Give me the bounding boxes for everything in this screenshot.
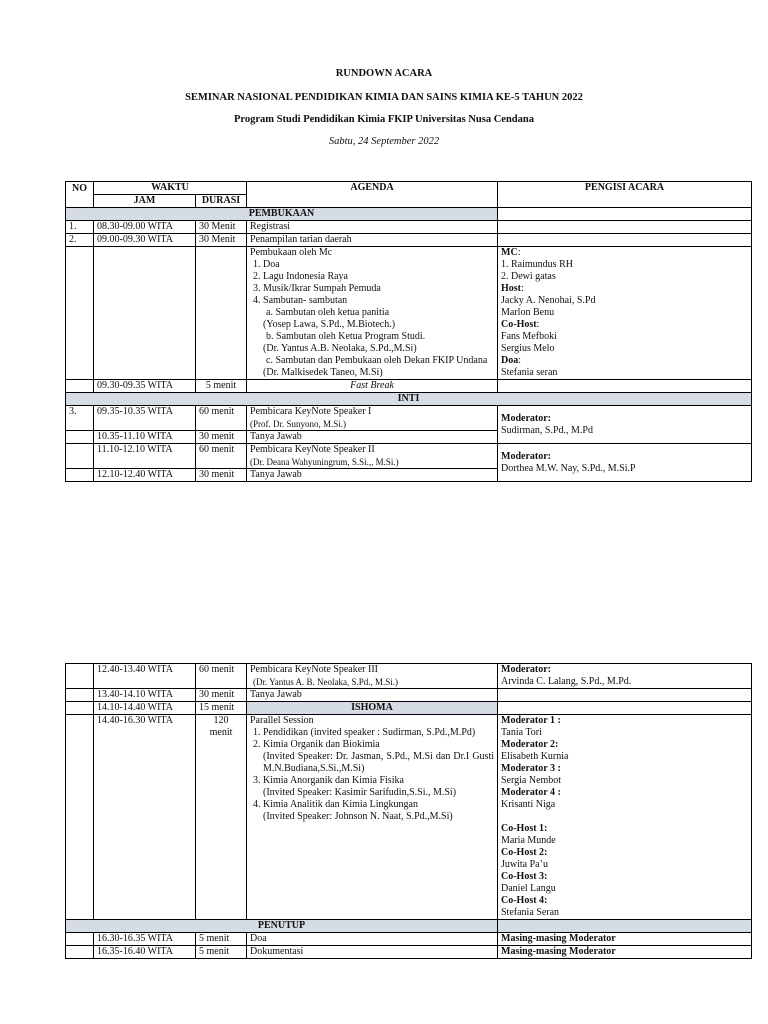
table-row bbox=[66, 380, 752, 393]
doa-name: Stefania seran bbox=[501, 367, 558, 378]
row-pengisi bbox=[498, 702, 752, 715]
cohost-label: Co-Host 3: bbox=[501, 871, 548, 882]
moderator-name: Dorthea M.W. Nay, S.Pd., M.Si.P bbox=[501, 462, 636, 474]
moderator-name: Sudirman, S.Pd., M.Pd bbox=[501, 424, 593, 436]
row-pengisi bbox=[498, 689, 752, 702]
host-name: Jacky A. Nenohai, S.Pd bbox=[501, 295, 596, 306]
row-agenda bbox=[247, 406, 498, 431]
moderator-name: Sergia Nembot bbox=[501, 775, 562, 786]
row-durasi bbox=[196, 247, 247, 380]
moderator-label: Moderator: bbox=[501, 664, 551, 675]
row-jam: 08.30-09.00 WITA bbox=[94, 221, 196, 234]
row-durasi: 60 menit bbox=[196, 406, 247, 431]
table-row bbox=[66, 444, 752, 469]
table-row bbox=[66, 406, 752, 431]
spacer bbox=[501, 811, 748, 823]
event-date: Sabtu, 24 September 2022 bbox=[328, 136, 440, 147]
moderator-label: Moderator 1 : bbox=[501, 715, 561, 726]
agenda-title: Parallel Session bbox=[250, 715, 314, 726]
row-agenda: Tanya Jawab bbox=[247, 469, 498, 482]
row-no bbox=[66, 247, 94, 380]
mc-name: 1. Raimundus RH bbox=[501, 259, 573, 270]
moderator-name: Krisanti Niga bbox=[501, 799, 556, 810]
list-item bbox=[263, 739, 494, 775]
moderator-label: Moderator: bbox=[501, 450, 551, 462]
session-title: 2. Kimia Organik dan Biokimia bbox=[263, 739, 380, 750]
agenda-title: Pembicara KeyNote Speaker I bbox=[250, 406, 372, 417]
section-row bbox=[66, 208, 752, 221]
row-no bbox=[66, 380, 94, 393]
col-no: NO bbox=[66, 182, 94, 208]
row-no bbox=[66, 469, 94, 482]
cohost-name: Daniel Langu bbox=[501, 883, 556, 894]
row-durasi: 5 menit bbox=[196, 946, 247, 959]
row-pengisi bbox=[498, 234, 752, 247]
row-agenda: Tanya Jawab bbox=[247, 689, 498, 702]
rundown-table-page-1 bbox=[65, 181, 752, 482]
row-no bbox=[66, 946, 94, 959]
agenda-title: Pembukaan oleh Mc bbox=[250, 247, 333, 258]
doc-title: RUNDOWN ACARA bbox=[335, 68, 433, 79]
row-no bbox=[66, 431, 94, 444]
row-jam: 09.35-10.35 WITA bbox=[94, 406, 196, 431]
table-row bbox=[66, 221, 752, 234]
col-agenda: AGENDA bbox=[247, 182, 498, 208]
row-no bbox=[66, 444, 94, 469]
row-jam bbox=[94, 247, 196, 380]
row-pengisi bbox=[498, 380, 752, 393]
row-jam: 16.30-16.35 WITA bbox=[94, 933, 196, 946]
cohost-name: Sergius Melo bbox=[501, 343, 555, 354]
list-item: 1. Doa bbox=[263, 259, 494, 271]
agenda-speaker: (Dr. Yantus A. B. Neolaka, S.Pd., M.Si.) bbox=[253, 677, 399, 687]
row-no bbox=[66, 702, 94, 715]
row-agenda bbox=[247, 444, 498, 469]
row-agenda: Tanya Jawab bbox=[247, 431, 498, 444]
row-jam: 12.10-12.40 WITA bbox=[94, 469, 196, 482]
row-pengisi bbox=[498, 664, 752, 689]
row-pengisi bbox=[498, 247, 752, 380]
moderator-name: Arvinda C. Lalang, S.Pd., M.Pd. bbox=[501, 676, 632, 687]
section-inti: INTI bbox=[66, 393, 752, 406]
list-item bbox=[263, 775, 494, 799]
moderator-label: Moderator 2: bbox=[501, 739, 559, 750]
table-row bbox=[66, 689, 752, 702]
durasi-value: 120 bbox=[213, 715, 229, 726]
row-agenda bbox=[247, 247, 498, 380]
row-durasi: 5 menit bbox=[196, 933, 247, 946]
row-durasi: 30 Menit bbox=[196, 221, 247, 234]
row-pengisi bbox=[498, 444, 752, 482]
moderator-name: Tania Tori bbox=[501, 727, 542, 738]
row-agenda: Fast Break bbox=[247, 380, 498, 393]
rundown-table-page-2 bbox=[65, 663, 752, 959]
session-title: 4. Kimia Analitik dan Kimia Lingkungan bbox=[263, 799, 418, 810]
host-name: Marlon Benu bbox=[501, 307, 555, 318]
row-jam: 12.40-13.40 WITA bbox=[94, 664, 196, 689]
event-title: SEMINAR NASIONAL PENDIDIKAN KIMIA DAN SAINS KIMIA KE-5 TAHUN 2022 bbox=[185, 92, 583, 103]
list-item bbox=[263, 727, 494, 739]
durasi-unit: menit bbox=[209, 727, 233, 738]
row-durasi: 5 menit bbox=[196, 380, 247, 393]
agenda-speaker: (Prof. Dr. Sunyono, M.Si.) bbox=[250, 419, 347, 429]
row-jam: 09.30-09.35 WITA bbox=[94, 380, 196, 393]
list-item: 3. Musik/Ikrar Sumpah Pemuda bbox=[263, 283, 494, 295]
row-jam: 09.00-09.30 WITA bbox=[94, 234, 196, 247]
row-no bbox=[66, 664, 94, 689]
sub-item: a. Sambutan oleh ketua panitia bbox=[266, 307, 390, 318]
row-agenda: Registrasi bbox=[247, 221, 498, 234]
mc-name: 2. Dewi gatas bbox=[501, 271, 556, 282]
session-speaker: (Invited Speaker: Johnson N. Naat, S.Pd.,M.Si) bbox=[263, 811, 453, 822]
section-empty-cell bbox=[498, 208, 752, 221]
table-row bbox=[66, 234, 752, 247]
row-durasi bbox=[196, 715, 247, 920]
section-pembukaan: PEMBUKAAN bbox=[66, 208, 498, 221]
row-pengisi: Masing-masing Moderator bbox=[498, 946, 752, 959]
table-row bbox=[66, 715, 752, 920]
col-jam: JAM bbox=[94, 195, 196, 208]
section-row bbox=[66, 702, 752, 715]
row-agenda: Penampilan tarian daerah bbox=[247, 234, 498, 247]
row-no: 1. bbox=[66, 221, 94, 234]
row-pengisi bbox=[498, 406, 752, 444]
cohost-name: Maria Munde bbox=[501, 835, 556, 846]
cohost-name: Fans Mefboki bbox=[501, 331, 557, 342]
row-agenda: Dokumentasi bbox=[247, 946, 498, 959]
row-no bbox=[66, 933, 94, 946]
cohost-name: Juwita Pa’u bbox=[501, 859, 548, 870]
session-speaker: (Invited Speaker: Dr. Jasman, S.Pd., M.Si dan Dr.I Gusti M.N.Budiana,S.Si.,M.Si) bbox=[263, 751, 494, 774]
col-waktu: WAKTU bbox=[94, 182, 247, 195]
table-row bbox=[66, 664, 752, 689]
sub-item-name: (Dr. Yantus A.B. Neolaka, S.Pd.,M.Si) bbox=[263, 343, 417, 354]
col-pengisi: PENGISI ACARA bbox=[498, 182, 752, 208]
row-jam: 11.10-12.10 WITA bbox=[94, 444, 196, 469]
row-no bbox=[66, 715, 94, 920]
col-durasi: DURASI bbox=[196, 195, 247, 208]
row-jam: 13.40-14.10 WITA bbox=[94, 689, 196, 702]
row-no: 2. bbox=[66, 234, 94, 247]
row-jam: 14.10-14.40 WITA bbox=[94, 702, 196, 715]
agenda-speaker: (Dr. Deana Wahyuningrum, S.Si.,, M.Si.) bbox=[250, 457, 399, 467]
agenda-title: Pembicara KeyNote Speaker II bbox=[250, 444, 375, 455]
row-durasi: 30 menit bbox=[196, 689, 247, 702]
agenda-title: Pembicara KeyNote Speaker III bbox=[250, 664, 378, 675]
sub-item-name: (Yosep Lawa, S.Pd., M.Biotech.) bbox=[263, 319, 396, 330]
section-row bbox=[66, 393, 752, 406]
section-row bbox=[66, 920, 752, 933]
cohost-label: Co-Host 2: bbox=[501, 847, 548, 858]
section-ishoma: ISHOMA bbox=[247, 702, 498, 715]
row-agenda bbox=[247, 715, 498, 920]
row-jam: 10.35-11.10 WITA bbox=[94, 431, 196, 444]
section-empty-cell bbox=[498, 920, 752, 933]
row-durasi: 30 menit bbox=[196, 431, 247, 444]
row-durasi: 30 Menit bbox=[196, 234, 247, 247]
list-item: 4. Sambutan- sambutan bbox=[263, 295, 494, 307]
row-jam: 16.35-16.40 WITA bbox=[94, 946, 196, 959]
agenda-list bbox=[250, 259, 494, 307]
list-item: 2. Lagu Indonesia Raya bbox=[263, 271, 494, 283]
moderator-label: Moderator 4 : bbox=[501, 787, 561, 798]
row-durasi: 30 menit bbox=[196, 469, 247, 482]
row-durasi: 15 menit bbox=[196, 702, 247, 715]
moderator-label: Moderator 3 : bbox=[501, 763, 561, 774]
table-row bbox=[66, 946, 752, 959]
agenda-list bbox=[250, 727, 494, 823]
row-no: 3. bbox=[66, 406, 94, 431]
doa-label: Doa: bbox=[501, 355, 522, 366]
cohost-label: Co-Host 4: bbox=[501, 895, 548, 906]
table-row bbox=[66, 247, 752, 380]
sub-item-name: (Dr. Malkisedek Taneo, M.Si) bbox=[263, 367, 383, 378]
row-no bbox=[66, 689, 94, 702]
row-durasi: 60 menit bbox=[196, 664, 247, 689]
cohost-label: Co-Host 1: bbox=[501, 823, 548, 834]
organizer-title: Program Studi Pendidikan Kimia FKIP Universitas Nusa Cendana bbox=[234, 114, 534, 125]
cohost-name: Stefania Seran bbox=[501, 907, 560, 918]
host-label: Host: bbox=[501, 283, 524, 294]
row-pengisi: Masing-masing Moderator bbox=[498, 933, 752, 946]
row-pengisi bbox=[498, 715, 752, 920]
row-durasi: 60 menit bbox=[196, 444, 247, 469]
row-jam: 14.40-16.30 WITA bbox=[94, 715, 196, 920]
table-header-row bbox=[66, 182, 752, 195]
sub-item: c. Sambutan dan Pembukaan oleh Dekan FKIP Undana bbox=[266, 355, 488, 366]
session-speaker: (Invited Speaker: Kasimir Sarifudin,S.Si., M.Si) bbox=[263, 787, 457, 798]
moderator-name: Elisabeth Kurnia bbox=[501, 751, 569, 762]
list-item bbox=[263, 799, 494, 823]
row-pengisi bbox=[498, 221, 752, 234]
moderator-label: Moderator: bbox=[501, 412, 551, 424]
table-row bbox=[66, 933, 752, 946]
row-agenda: Doa bbox=[247, 933, 498, 946]
sub-item: b. Sambutan oleh Ketua Program Studi. bbox=[266, 331, 426, 342]
section-penutup: PENUTUP bbox=[66, 920, 498, 933]
session-title: 3. Kimia Anorganik dan Kimia Fisika bbox=[263, 775, 404, 786]
cohost-label: Co-Host: bbox=[501, 319, 540, 330]
mc-label: MC: bbox=[501, 247, 521, 258]
session-title: Pendidikan (invited speaker : Sudirman, S.Pd.,M.Pd) bbox=[263, 727, 476, 738]
row-agenda bbox=[247, 664, 498, 689]
